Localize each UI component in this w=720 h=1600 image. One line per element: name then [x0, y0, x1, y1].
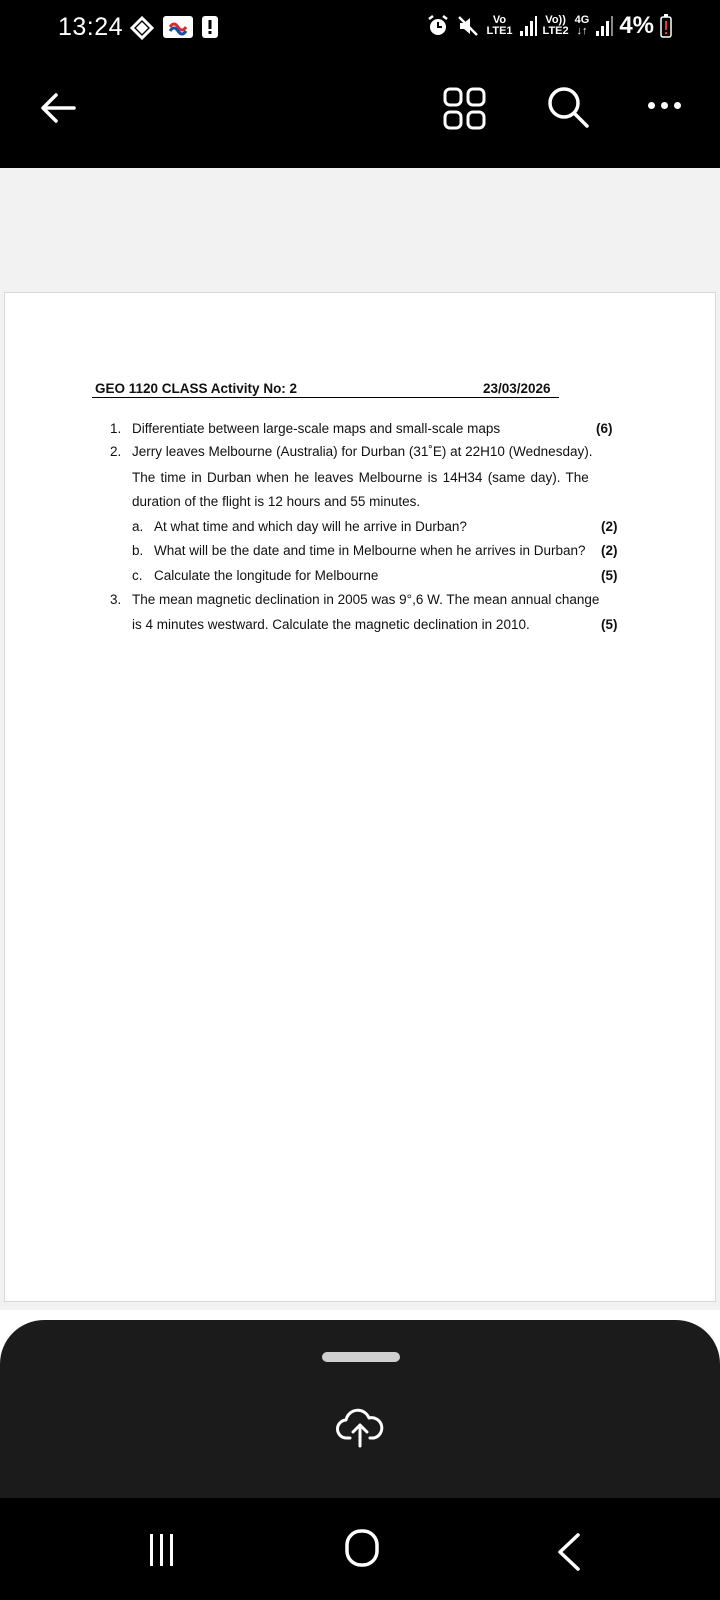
document-viewer[interactable]	[0, 168, 720, 1310]
q2c-marks: (5)	[601, 568, 618, 583]
q2b-letter: b.	[132, 543, 144, 558]
more-options-icon[interactable]	[648, 102, 681, 109]
grid-view-icon[interactable]	[442, 86, 488, 132]
search-icon[interactable]	[545, 84, 591, 130]
mute-icon	[456, 14, 480, 38]
recent-apps-icon[interactable]	[147, 1532, 177, 1568]
q3-number: 3.	[110, 592, 122, 607]
bank-notification-icon	[162, 14, 194, 40]
q1-marks: (6)	[596, 421, 613, 436]
q2-line: Jerry leaves Melbourne (Australia) for Durban (31˚E) at 22H10 (Wednesday).	[132, 444, 593, 459]
upload-cloud-icon[interactable]	[336, 1408, 384, 1448]
q2c-text: Calculate the longitude for Melbourne	[154, 568, 379, 583]
q1-text: Differentiate between large-scale maps and small-scale maps	[132, 421, 501, 436]
document-page	[4, 292, 716, 1302]
system-nav-bar	[0, 1498, 720, 1600]
bottom-sheet[interactable]	[0, 1320, 720, 1500]
drag-handle[interactable]	[322, 1352, 400, 1362]
sim1-label: Vo LTE1	[486, 14, 513, 37]
q2c-letter: c.	[132, 568, 143, 583]
home-icon[interactable]	[344, 1528, 380, 1568]
app-notification-icon	[128, 14, 156, 40]
status-time: 13:24	[58, 13, 124, 41]
alarm-icon	[426, 14, 450, 38]
q3-line: is 4 minutes westward. Calculate the magnetic declination in 2010.	[132, 617, 530, 632]
q2b-marks: (2)	[601, 543, 618, 558]
course-title: GEO 1120 CLASS Activity No: 2	[95, 381, 298, 396]
network-type: 4G ↓↑	[574, 14, 590, 37]
q2-line: duration of the flight is 12 hours and 55 minutes.	[132, 494, 421, 509]
q1-number: 1.	[110, 421, 122, 436]
signal-sim1-icon	[519, 15, 537, 37]
q2a-letter: a.	[132, 519, 144, 534]
q2a-text: At what time and which day will he arrive in Durban?	[154, 519, 467, 534]
q2a-marks: (2)	[601, 519, 618, 534]
signal-sim2-icon	[595, 15, 613, 37]
document-header	[92, 381, 559, 398]
back-icon[interactable]	[556, 1532, 582, 1572]
q2-line: The time in Durban when he leaves Melbourne is 14H34 (same day). The	[132, 470, 589, 485]
battery-low-icon	[660, 14, 672, 38]
app-toolbar	[0, 58, 720, 168]
status-bar	[0, 0, 720, 58]
q2-number: 2.	[110, 444, 122, 459]
q2b-text: What will be the date and time in Melbourne when he arrives in Durban?	[154, 543, 586, 558]
alert-notification-icon	[200, 14, 220, 40]
q3-line: The mean magnetic declination in 2005 was 9°,6 W. The mean annual change	[132, 592, 600, 607]
battery-percent: 4%	[619, 12, 654, 39]
q3-marks: (5)	[601, 617, 618, 632]
back-arrow-icon[interactable]	[38, 88, 78, 128]
document-date: 23/03/2026	[483, 381, 551, 396]
sim2-label: Vo)) LTE2	[542, 14, 569, 37]
